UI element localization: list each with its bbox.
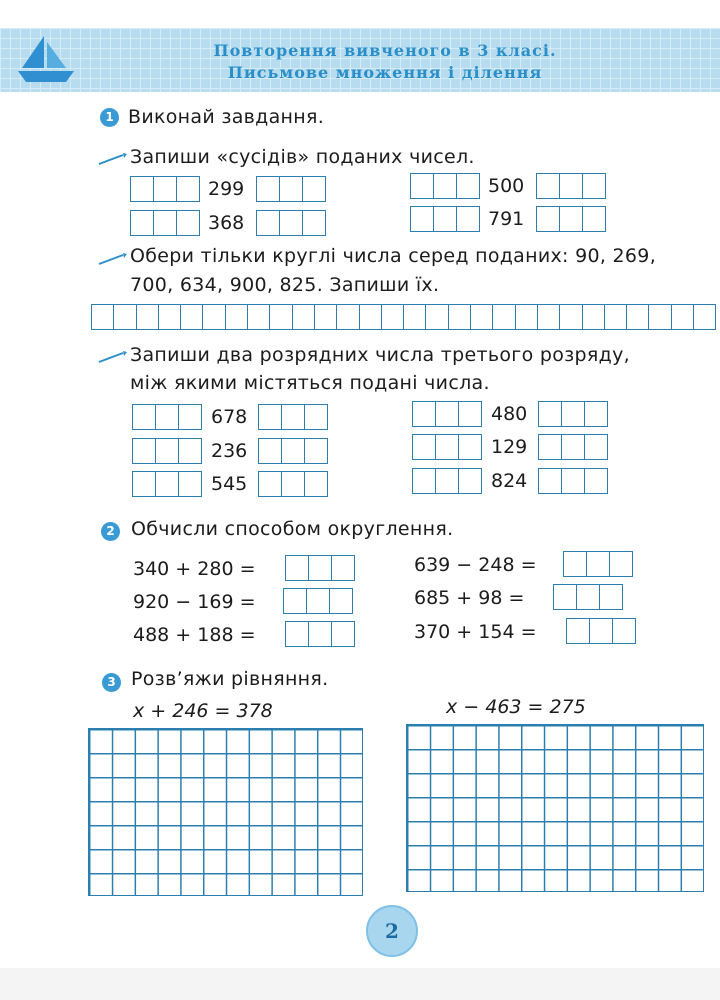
expression: 685 + 98 =	[414, 587, 525, 609]
expression: 340 + 280 =	[133, 558, 256, 580]
task1b-instruction-line1: Обери тільки круглі числа серед поданих: 90, 269,	[130, 245, 657, 267]
given-number: 500	[488, 175, 525, 197]
task1a-instruction: Запиши «сусідів» поданих чисел.	[130, 146, 475, 168]
given-number: 299	[208, 178, 245, 200]
answer-boxes[interactable]	[132, 404, 202, 430]
answer-boxes[interactable]	[412, 434, 482, 460]
answer-boxes[interactable]	[563, 551, 633, 577]
header-banner	[0, 28, 720, 92]
answer-boxes[interactable]	[412, 401, 482, 427]
answer-boxes[interactable]	[536, 206, 606, 232]
task-number-badge: 3	[102, 673, 121, 692]
answer-boxes[interactable]	[538, 434, 608, 460]
pencil-icon	[97, 350, 127, 364]
solution-grid[interactable]	[88, 728, 363, 896]
given-number: 368	[208, 212, 245, 234]
expression: 370 + 154 =	[414, 621, 537, 643]
solution-grid[interactable]	[406, 724, 704, 892]
answer-boxes[interactable]	[132, 438, 202, 464]
pencil-icon	[97, 252, 127, 266]
equation: x + 246 = 378	[133, 700, 273, 722]
page-title-line1: Повторення вивченого в 3 класі.	[213, 41, 557, 60]
answer-boxes[interactable]	[132, 471, 202, 497]
answer-boxes[interactable]	[258, 438, 328, 464]
task2-title: Обчисли способом округлення.	[131, 518, 454, 540]
task3-title: Розв’яжи рівняння.	[131, 668, 329, 690]
answer-boxes[interactable]	[538, 401, 608, 427]
answer-boxes[interactable]	[410, 206, 480, 232]
equation: x − 463 = 275	[446, 696, 586, 718]
task1b-instruction-line2: 700, 634, 900, 825. Запиши їх.	[130, 274, 440, 296]
given-number: 236	[211, 440, 248, 462]
given-number: 129	[491, 436, 528, 458]
answer-boxes[interactable]	[258, 404, 328, 430]
page-number: 2	[366, 905, 418, 957]
given-number: 824	[491, 470, 528, 492]
given-number: 480	[491, 403, 528, 425]
task1c-instruction-line1: Запиши два розрядних числа третього розряду,	[130, 344, 630, 366]
answer-strip[interactable]	[91, 304, 716, 330]
expression: 488 + 188 =	[133, 624, 256, 646]
task1c-instruction-line2: між якими містяться подані числа.	[130, 372, 490, 394]
page-title-line2: Письмове множення і ділення	[227, 63, 543, 82]
task-number-badge: 1	[100, 108, 119, 127]
answer-boxes[interactable]	[285, 621, 355, 647]
answer-boxes[interactable]	[553, 584, 623, 610]
answer-boxes[interactable]	[285, 555, 355, 581]
given-number: 545	[211, 473, 248, 495]
expression: 920 − 169 =	[133, 591, 256, 613]
answer-boxes[interactable]	[256, 176, 326, 202]
answer-boxes[interactable]	[538, 468, 608, 494]
answer-boxes[interactable]	[283, 588, 353, 614]
given-number: 791	[488, 208, 525, 230]
given-number: 678	[211, 406, 248, 428]
answer-boxes[interactable]	[130, 176, 200, 202]
answer-boxes[interactable]	[130, 210, 200, 236]
answer-boxes[interactable]	[410, 173, 480, 199]
pencil-icon	[97, 152, 127, 166]
answer-boxes[interactable]	[566, 618, 636, 644]
task-number-badge: 2	[101, 522, 120, 541]
expression: 639 − 248 =	[414, 554, 537, 576]
answer-boxes[interactable]	[258, 471, 328, 497]
answer-boxes[interactable]	[412, 468, 482, 494]
page-bottom-margin	[0, 968, 720, 1000]
answer-boxes[interactable]	[536, 173, 606, 199]
answer-boxes[interactable]	[256, 210, 326, 236]
task1-title: Виконай завдання.	[128, 106, 325, 128]
